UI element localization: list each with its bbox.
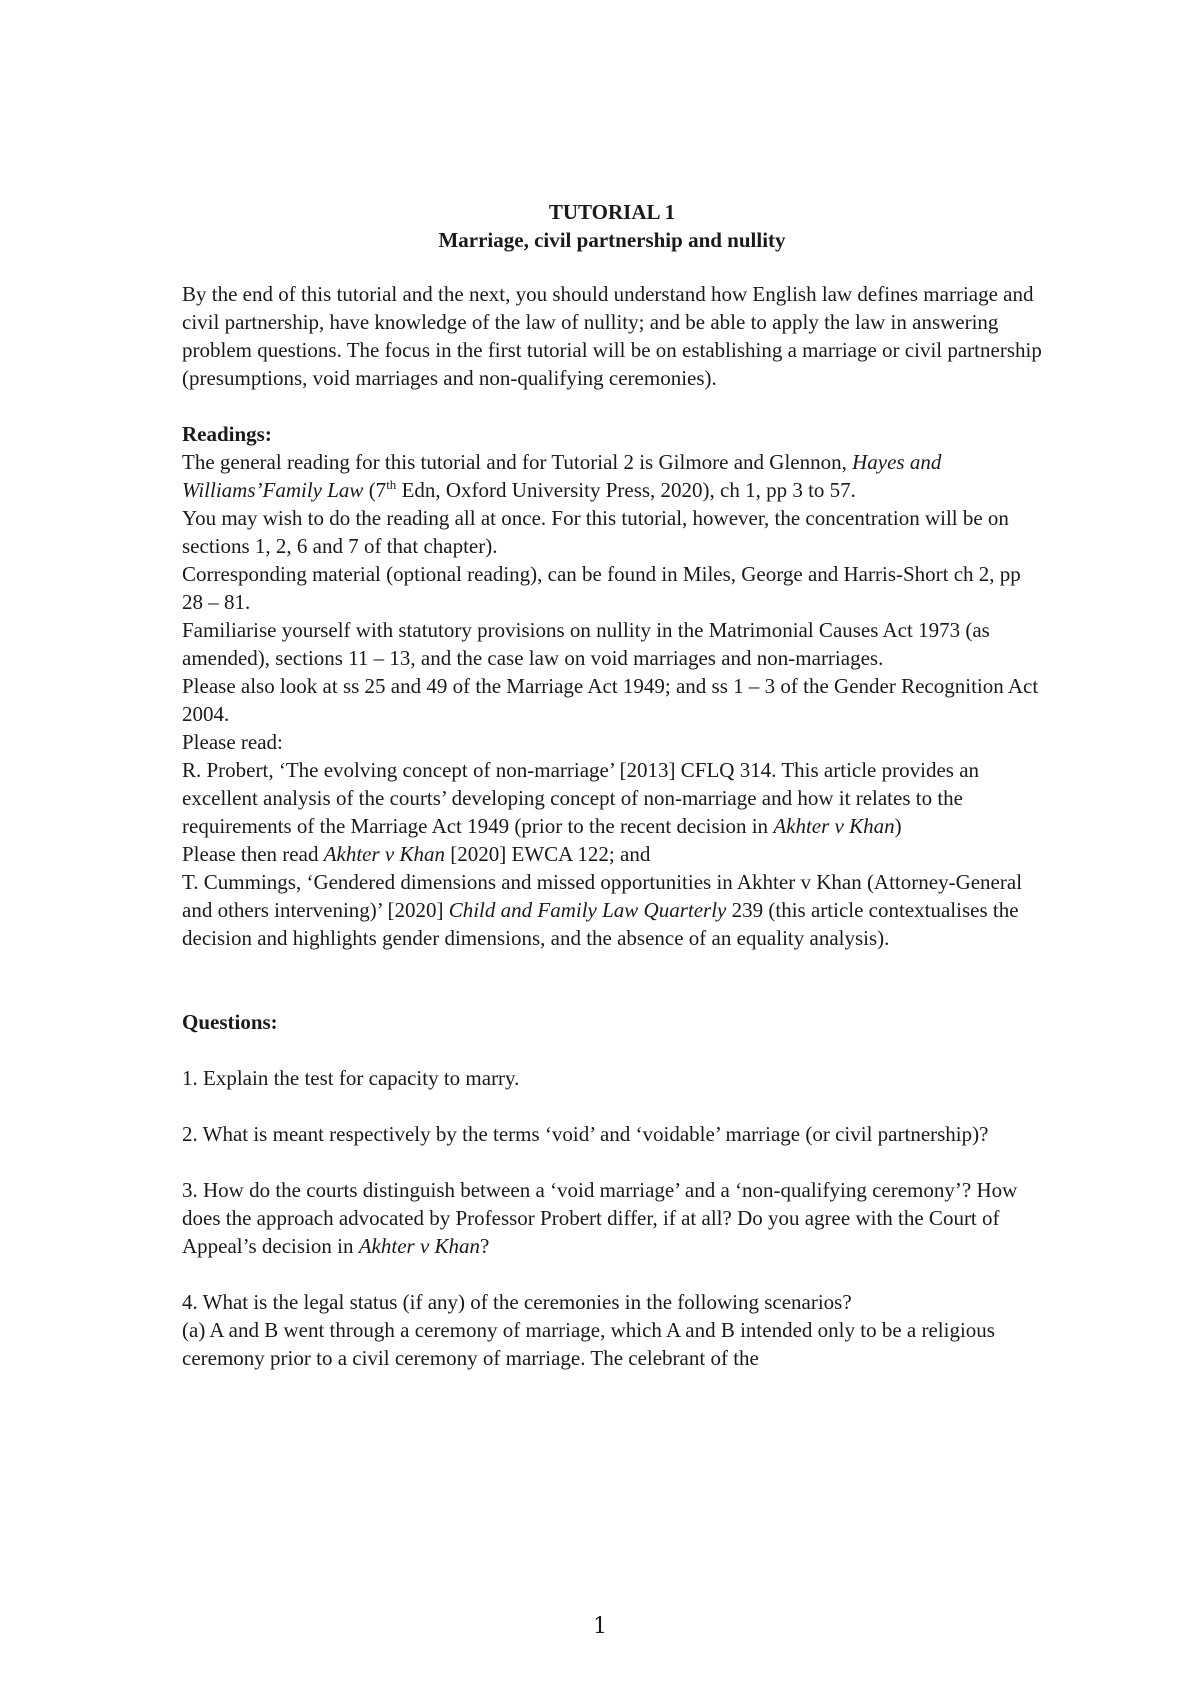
questions-heading: Questions: [182,1010,278,1034]
question-3-pre: 3. How do the courts distinguish between a ‘void marriage’ and a ‘non-qualifying ceremony’? How does the approach advocated by Professor Probert differ, if at all? Do you agree with the Court of Appeal’s decision in [182,1178,1018,1258]
general-reading-pre: The general reading for this tutorial and for Tutorial 2 is Gilmore and Glennon, [182,450,853,474]
cummings-pre: T. Cummings, ‘Gendered dimensions and missed opportunities in Akhter v Khan (Attorney-General and others intervening)’ [2020] [182,870,1023,922]
case-name: Akhter v Khan [773,814,895,838]
cummings-post: 239 (this article contextualises the decision and highlights gender dimensions, and the absence of an equality analysis). [182,898,1019,950]
statutory-provisions: Familiarise yourself with statutory provisions on nullity in the Matrimonial Causes Act 1973 (as amended), sections 11 – 13, and the case law on void marriages and non-marriages. [182,618,990,670]
question-4a: (a) A and B went through a ceremony of marriage, which A and B intended only to be a religious ceremony prior to a civil ceremony of marriage. The celebrant of the [182,1318,995,1370]
spacer [182,952,1042,1008]
intro-paragraph: By the end of this tutorial and the next, you should understand how English law defines marriage and civil partnership, have knowledge of the law of nullity; and be able to apply the law in answering problem questions. The focus in the first tutorial will be on establishing a marriage or civil partnership (presumptions, void marriages and non-qualifying ceremonies). [182,282,1042,390]
corresponding-material: Corresponding material (optional reading), can be found in Miles, George and Harris-Short ch 2, pp 28 – 81. [182,562,1021,614]
title-block [182,198,1042,254]
question-4: 4. What is the legal status (if any) of the ceremonies in the following scenarios? [182,1290,852,1314]
case-name: Akhter v Khan [358,1234,481,1258]
readings-heading: Readings: [182,422,272,446]
case-name: Akhter v Khan [323,842,446,866]
also-look-at: Please also look at ss 25 and 49 of the Marriage Act 1949; and ss 1 – 3 of the Gender Recognition Act 2004. [182,674,1039,726]
general-reading [182,448,1042,504]
page-number: 1 [593,1614,607,1639]
then-read-pre: Please then read [182,842,324,866]
then-read-post: [2020] EWCA 122; and [445,842,651,866]
question-1: 1. Explain the test for capacity to marry. [182,1066,520,1090]
question-3 [182,1176,1042,1260]
probert-close: ) [894,814,902,838]
question-2: 2. What is meant respectively by the terms ‘void’ and ‘voidable’ marriage (or civil partnership)? [182,1122,989,1146]
tutorial-subtitle: Marriage, civil partnership and nullity [438,228,786,252]
probert-text: R. Probert, ‘The evolving concept of non-marriage’ [2013] CFLQ 314. This article provides an excellent analysis of the courts’ developing concept of non-marriage and how it relates to the requirements of the Marriage Act 1949 (prior to the recent decision in [182,758,980,838]
probert-article [182,756,1042,840]
general-reading-post: Edn, Oxford University Press, 2020), ch 1, pp 3 to 57. [396,478,856,502]
edition-open: (7 [363,478,387,502]
tutorial-title: TUTORIAL 1 [548,200,676,224]
reading-all-at-once: You may wish to do the reading all at once. For this tutorial, however, the concentration will be on sections 1, 2, 6 and 7 of that chapter). [182,506,1009,558]
edition-superscript: th [386,477,397,492]
cummings-article [182,868,1042,952]
book-title: Hayes and Williams’Family Law [182,450,942,502]
then-read [182,840,1042,868]
journal-name: Child and Family Law Quarterly [448,898,727,922]
please-read: Please read: [182,730,283,754]
question-3-post: ? [480,1234,490,1258]
page-content [182,198,1042,1372]
